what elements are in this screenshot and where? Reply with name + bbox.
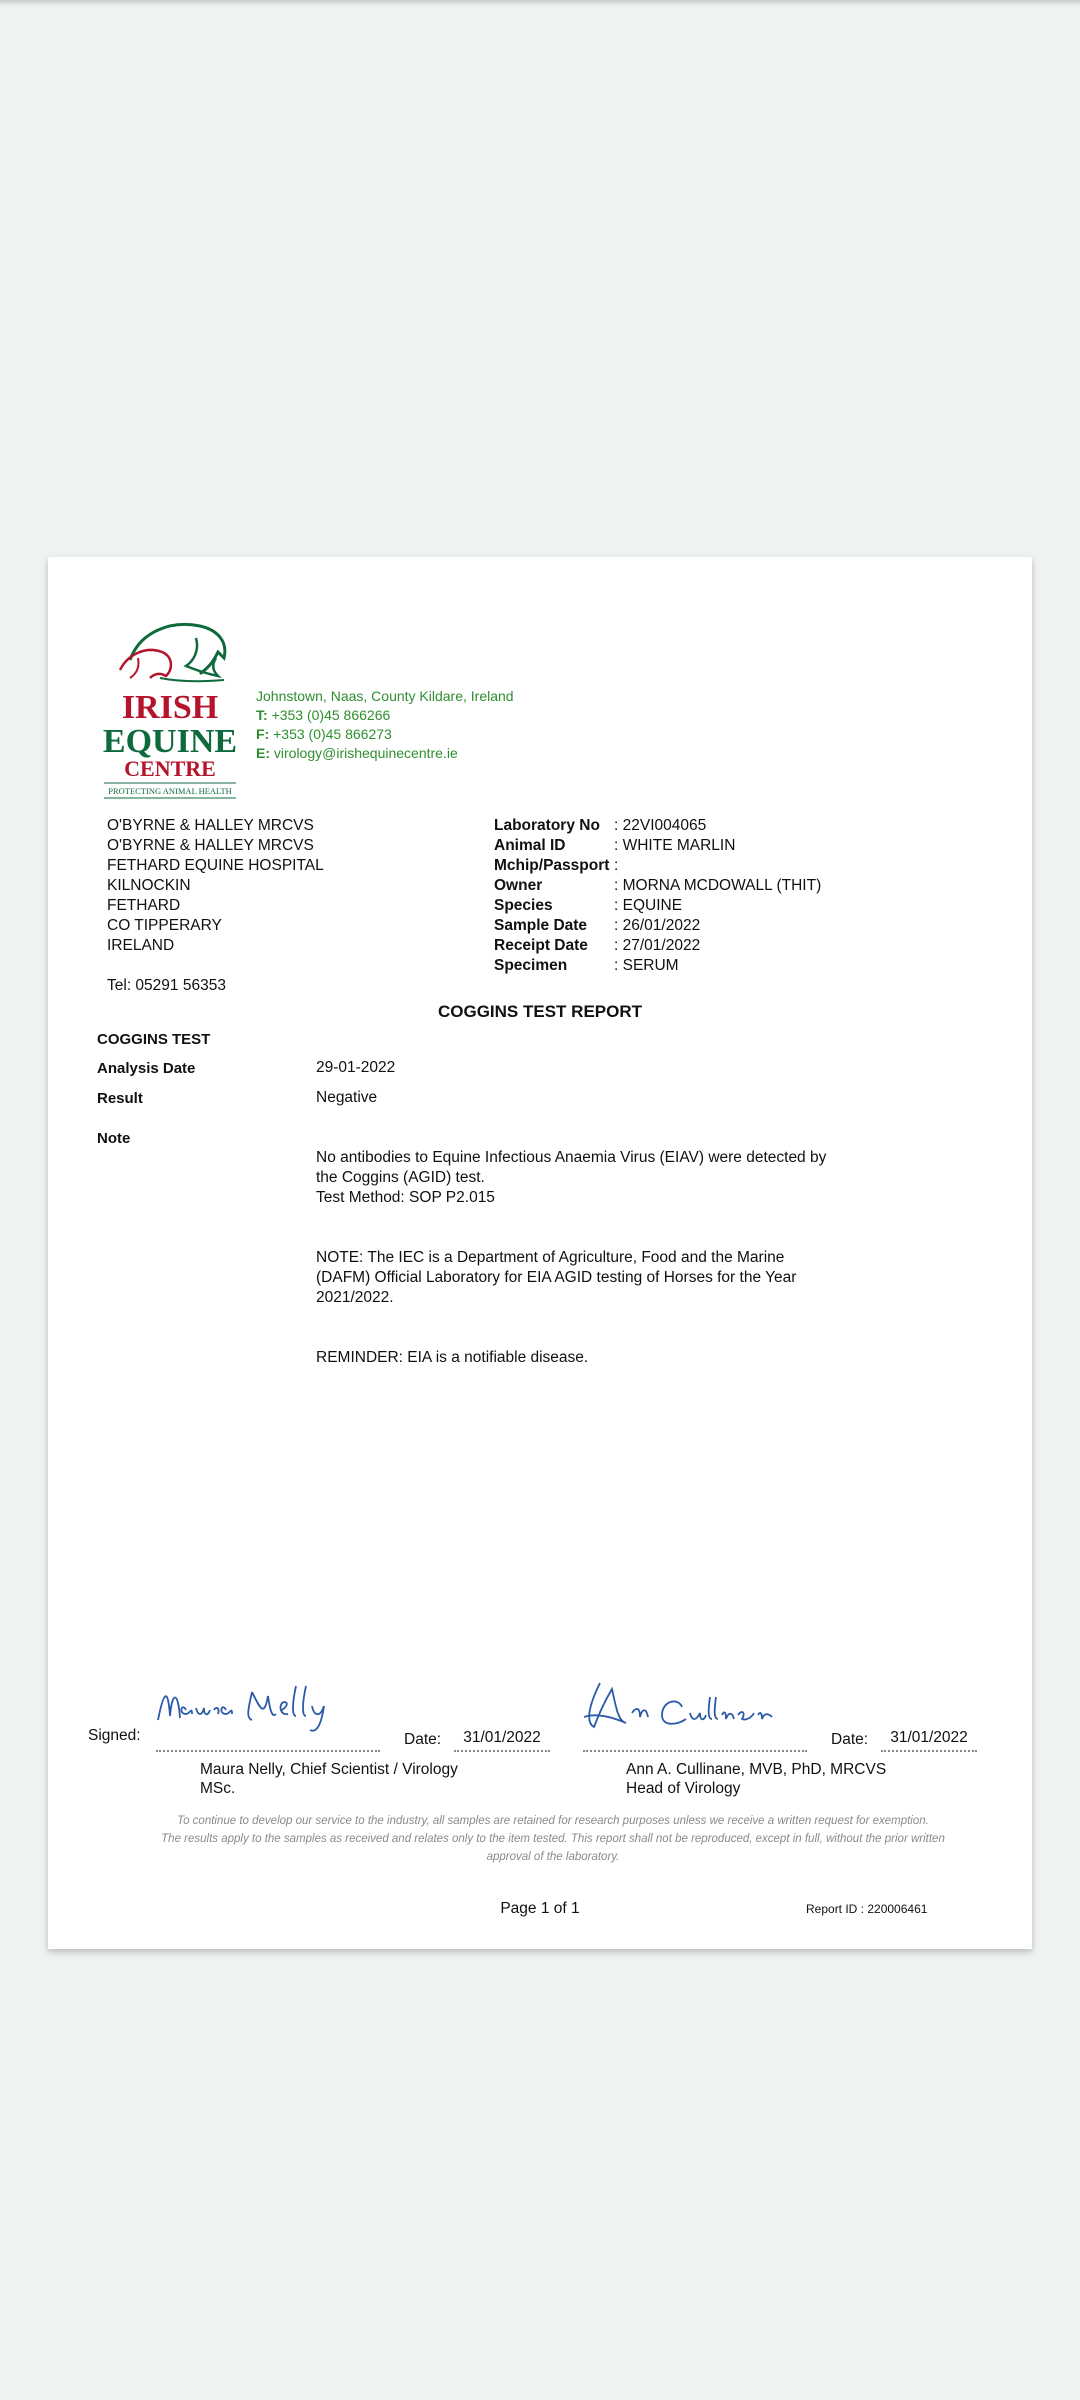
address-line: FETHARD: [107, 897, 181, 914]
disclaimer: [143, 1812, 963, 1866]
irish-equine-centre-logo: [100, 612, 240, 804]
lab-info-label: Owner: [494, 877, 543, 894]
signature-line-left: [156, 1750, 380, 1752]
lab-info-value: : MORNA MCDOWALL (THIT): [614, 877, 822, 894]
report-title: COGGINS TEST REPORT: [437, 1002, 643, 1021]
note-paragraph: REMINDER: EIA is a notifiable disease.: [316, 1349, 589, 1366]
lab-info-row: [494, 916, 821, 936]
analysis-date-value: 29-01-2022: [316, 1059, 396, 1076]
note-label: Note: [97, 1130, 131, 1147]
recipient-address: [107, 816, 324, 996]
contact-address: Johnstown, Naas, County Kildare, Ireland: [256, 688, 514, 704]
contact-phone-row: [256, 706, 514, 725]
note-paragraph: NOTE: The IEC is a Department of Agriculture, Food and the Marine (DAFM) Official Laboratory for EIA AGID testing of Horses for the Year 2021/2022.: [316, 1249, 797, 1306]
contact-block: [256, 687, 514, 763]
lab-info-label: Specimen: [494, 957, 568, 974]
signer-right-title: Head of Virology: [626, 1780, 741, 1797]
recipient-tel: Tel: 05291 56353: [107, 977, 226, 994]
result-value: Negative: [316, 1089, 378, 1106]
address-line: O'BYRNE & HALLEY MRCVS: [107, 817, 314, 834]
note-paragraph: No antibodies to Equine Infectious Anaemia Virus (EIAV) were detected by the Coggins (AGID) test. Test Method: SOP P2.015: [316, 1149, 827, 1206]
report-id: Report ID : 220006461: [806, 1902, 928, 1916]
lab-info-value: : 27/01/2022: [614, 937, 701, 954]
phone-label: T:: [256, 707, 268, 723]
lab-info-row: [494, 896, 821, 916]
lab-info-row: [494, 836, 821, 856]
page-number: Page 1 of 1: [500, 1900, 580, 1917]
address-line: KILNOCKIN: [107, 877, 191, 894]
lab-info: [494, 816, 821, 976]
date-value-right: 31/01/2022: [890, 1729, 968, 1746]
lab-info-value: : 26/01/2022: [614, 917, 701, 934]
date-value-left: 31/01/2022: [463, 1729, 541, 1746]
report-page: [48, 557, 1032, 1949]
lab-info-row: [494, 956, 821, 976]
fax-label: F:: [256, 726, 270, 742]
lab-info-row: [494, 816, 821, 836]
logo-line-2: EQUINE: [102, 723, 238, 760]
lab-info-value: : WHITE MARLIN: [614, 837, 736, 854]
address-line: O'BYRNE & HALLEY MRCVS: [107, 837, 314, 854]
result-label: Result: [97, 1090, 143, 1107]
lab-info-label: Laboratory No: [494, 817, 600, 834]
lab-info-label: Sample Date: [494, 917, 588, 934]
contact-fax: +353 (0)45 866273: [273, 726, 392, 742]
lab-info-label: Mchip/Passport: [494, 857, 610, 874]
disclaimer-line-2: The results apply to the samples as received and relates only to the item tested. This report shall not be reproduced, except in full, without the prior written approval of the laboratory.: [161, 1833, 945, 1863]
lab-info-label: Receipt Date: [494, 937, 588, 954]
signed-label: Signed:: [88, 1727, 141, 1744]
signature-ann-cullinane: [582, 1677, 782, 1739]
signature-maura-nelly: [156, 1680, 356, 1740]
date-label-left: Date:: [404, 1731, 442, 1748]
lab-info-value: : EQUINE: [614, 897, 683, 914]
lab-info-label: Species: [494, 897, 553, 914]
contact-email-row: [256, 744, 514, 763]
address-line: CO TIPPERARY: [107, 917, 222, 934]
date-line-left: [454, 1750, 550, 1752]
note-text: [316, 1128, 836, 1408]
address-line: FETHARD EQUINE HOSPITAL: [107, 857, 324, 874]
disclaimer-line-1: To continue to develop our service to the industry, all samples are retained for research purposes unless we receive a written request for exemption.: [177, 1815, 929, 1827]
lab-info-value: : SERUM: [614, 957, 679, 974]
analysis-date-label: Analysis Date: [97, 1060, 196, 1077]
logo-line-3: CENTRE: [124, 756, 216, 781]
address-line: IRELAND: [107, 937, 175, 954]
contact-phone: +353 (0)45 866266: [271, 707, 391, 723]
signer-left: [200, 1760, 458, 1798]
date-line-right: [881, 1750, 977, 1752]
contact-email[interactable]: virology@irishequinecentre.ie: [273, 745, 458, 761]
signature-line-right: [583, 1750, 807, 1752]
date-label-right: Date:: [831, 1731, 869, 1748]
lab-info-row: [494, 876, 821, 896]
signer-left-title: MSc.: [200, 1780, 236, 1797]
lab-info-row: [494, 856, 821, 876]
logo-tagline: PROTECTING ANIMAL HEALTH: [108, 786, 232, 796]
signer-left-name: Maura Nelly, Chief Scientist / Virology: [200, 1761, 458, 1778]
lab-info-value: : 22VI004065: [614, 817, 707, 834]
signer-right: [626, 1760, 886, 1798]
section-title: COGGINS TEST: [97, 1031, 211, 1048]
top-shadow: [0, 0, 1080, 6]
lab-info-value: :: [614, 857, 619, 874]
logo-line-1: IRISH: [121, 689, 219, 726]
lab-info-row: [494, 936, 821, 956]
email-label: E:: [256, 745, 270, 761]
contact-fax-row: [256, 725, 514, 744]
lab-info-label: Animal ID: [494, 837, 566, 854]
signer-right-name: Ann A. Cullinane, MVB, PhD, MRCVS: [626, 1761, 887, 1778]
